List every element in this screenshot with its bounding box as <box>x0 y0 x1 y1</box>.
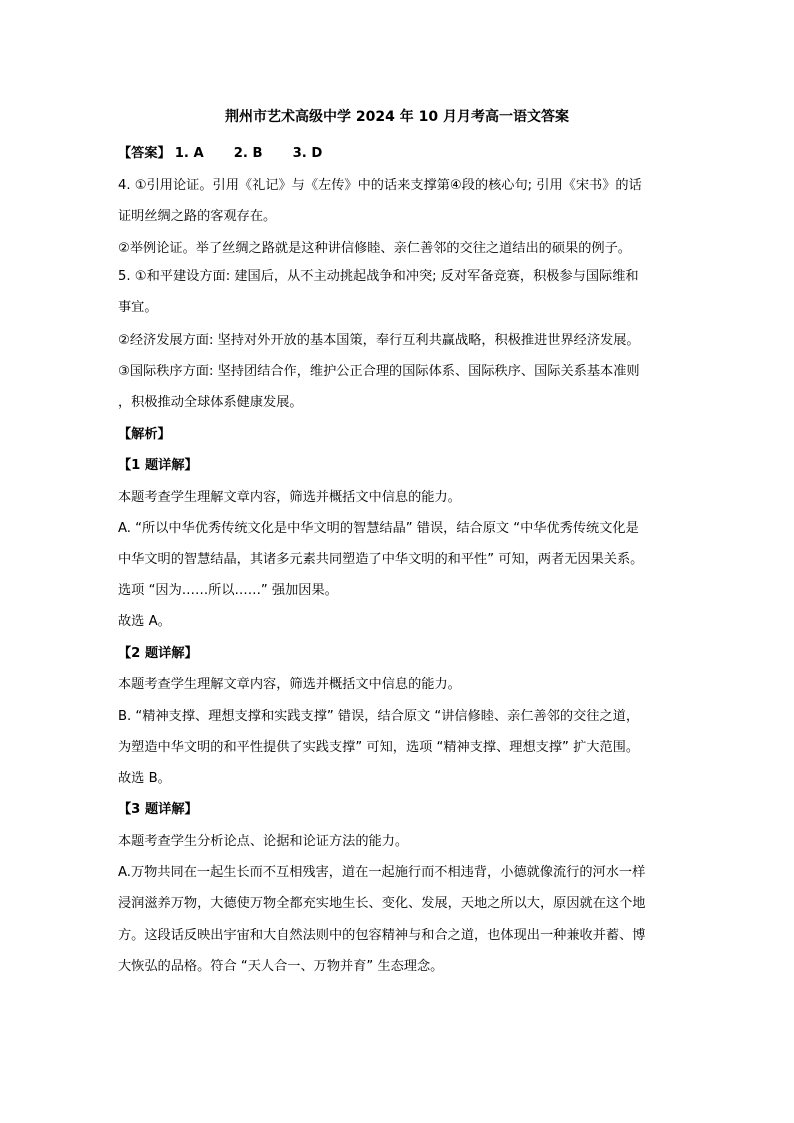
answer-line <box>118 145 678 163</box>
paragraph-line: B. “精神支撑、理想支撑和实践支撑” 错误，结合原文 “讲信修睦、亲仁善邻的交往之道， <box>118 709 640 724</box>
section-heading-q3: 【3 题详解】 <box>118 802 198 817</box>
paragraph-line: 大恢弘的品格。符合 “天人合一、万物并育” 生态理念。 <box>118 959 444 974</box>
paragraph-line: ②经济发展方面: 坚持对外开放的基本国策，奉行互利共赢战略，积极推进世界经济发展。 <box>118 333 640 348</box>
paragraph-line: 浸润滋养万物，大德使万物全都充实地生长、变化、发展，天地之所以大，原因就在这个地 <box>118 896 646 911</box>
paragraph-line: 故选 B。 <box>118 771 171 786</box>
paragraph-line: 本题考查学生理解文章内容，筛选并概括文中信息的能力。 <box>118 490 461 505</box>
paragraph-line: ③国际秩序方面: 坚持团结合作，维护公正合理的国际体系、国际秩序、国际关系基本准则 <box>118 364 640 379</box>
paragraph-line: 为塑造中华文明的和平性提供了实践支撑” 可知，选项 “精神支撑、理想支撑” 扩大范围。 <box>118 740 640 755</box>
paragraph-line: 证明丝绸之路的客观存在。 <box>118 209 277 224</box>
section-heading-analysis: 【解析】 <box>118 427 171 442</box>
paragraph-line: 事宜。 <box>118 300 158 315</box>
paragraph-line: A.万物共同在一起生长而不互相残害，道在一起施行而不相违背，小德就像流行的河水一样 <box>118 865 646 880</box>
answer-label: 【答案】 <box>118 146 171 161</box>
paragraph-line: 5. ①和平建设方面: 建国后，从不主动挑起战争和冲突; 反对军备竞赛，积极参与国际维和 <box>118 269 639 284</box>
paragraph-line: 中华文明的智慧结晶，其诸多元素共同塑造了中华文明的和平性” 可知，两者无因果关系。 <box>118 552 644 567</box>
paragraph-line: ，积极推动全球体系健康发展。 <box>118 395 303 410</box>
document-title: 荆州市艺术高级中学 2024 年 10 月月考高一语文答案 <box>225 109 569 125</box>
answer-3: 3. D <box>292 146 323 161</box>
section-heading-q1: 【1 题详解】 <box>118 458 198 473</box>
paragraph-line: 4. ①引用论证。引用《礼记》与《左传》中的话来支撑第④段的核心句; 引用《宋书》的话 <box>118 178 642 193</box>
paragraph-line: ②举例论证。举了丝绸之路就是这种讲信修睦、亲仁善邻的交往之道结出的硕果的例子。 <box>118 241 631 256</box>
paragraph-line: 故选 A。 <box>118 614 171 629</box>
section-heading-q2: 【2 题详解】 <box>118 646 198 661</box>
paragraph-line: 本题考查学生理解文章内容，筛选并概括文中信息的能力。 <box>118 677 461 692</box>
answer-1: 1. A <box>174 146 204 161</box>
paragraph-line: 方。这段话反映出宇宙和大自然法则中的包容精神与和合之道，也体现出一种兼收并蓄、博 <box>118 928 646 943</box>
paragraph-line: 本题考查学生分析论点、论据和论证方法的能力。 <box>118 834 409 849</box>
answer-2: 2. B <box>233 146 263 161</box>
paragraph-line: A. “所以中华优秀传统文化是中华文明的智慧结晶” 错误，结合原文 “中华优秀传统文化是 <box>118 521 639 536</box>
paragraph-line: 选项 “因为……所以……” 强加因果。 <box>118 583 338 598</box>
